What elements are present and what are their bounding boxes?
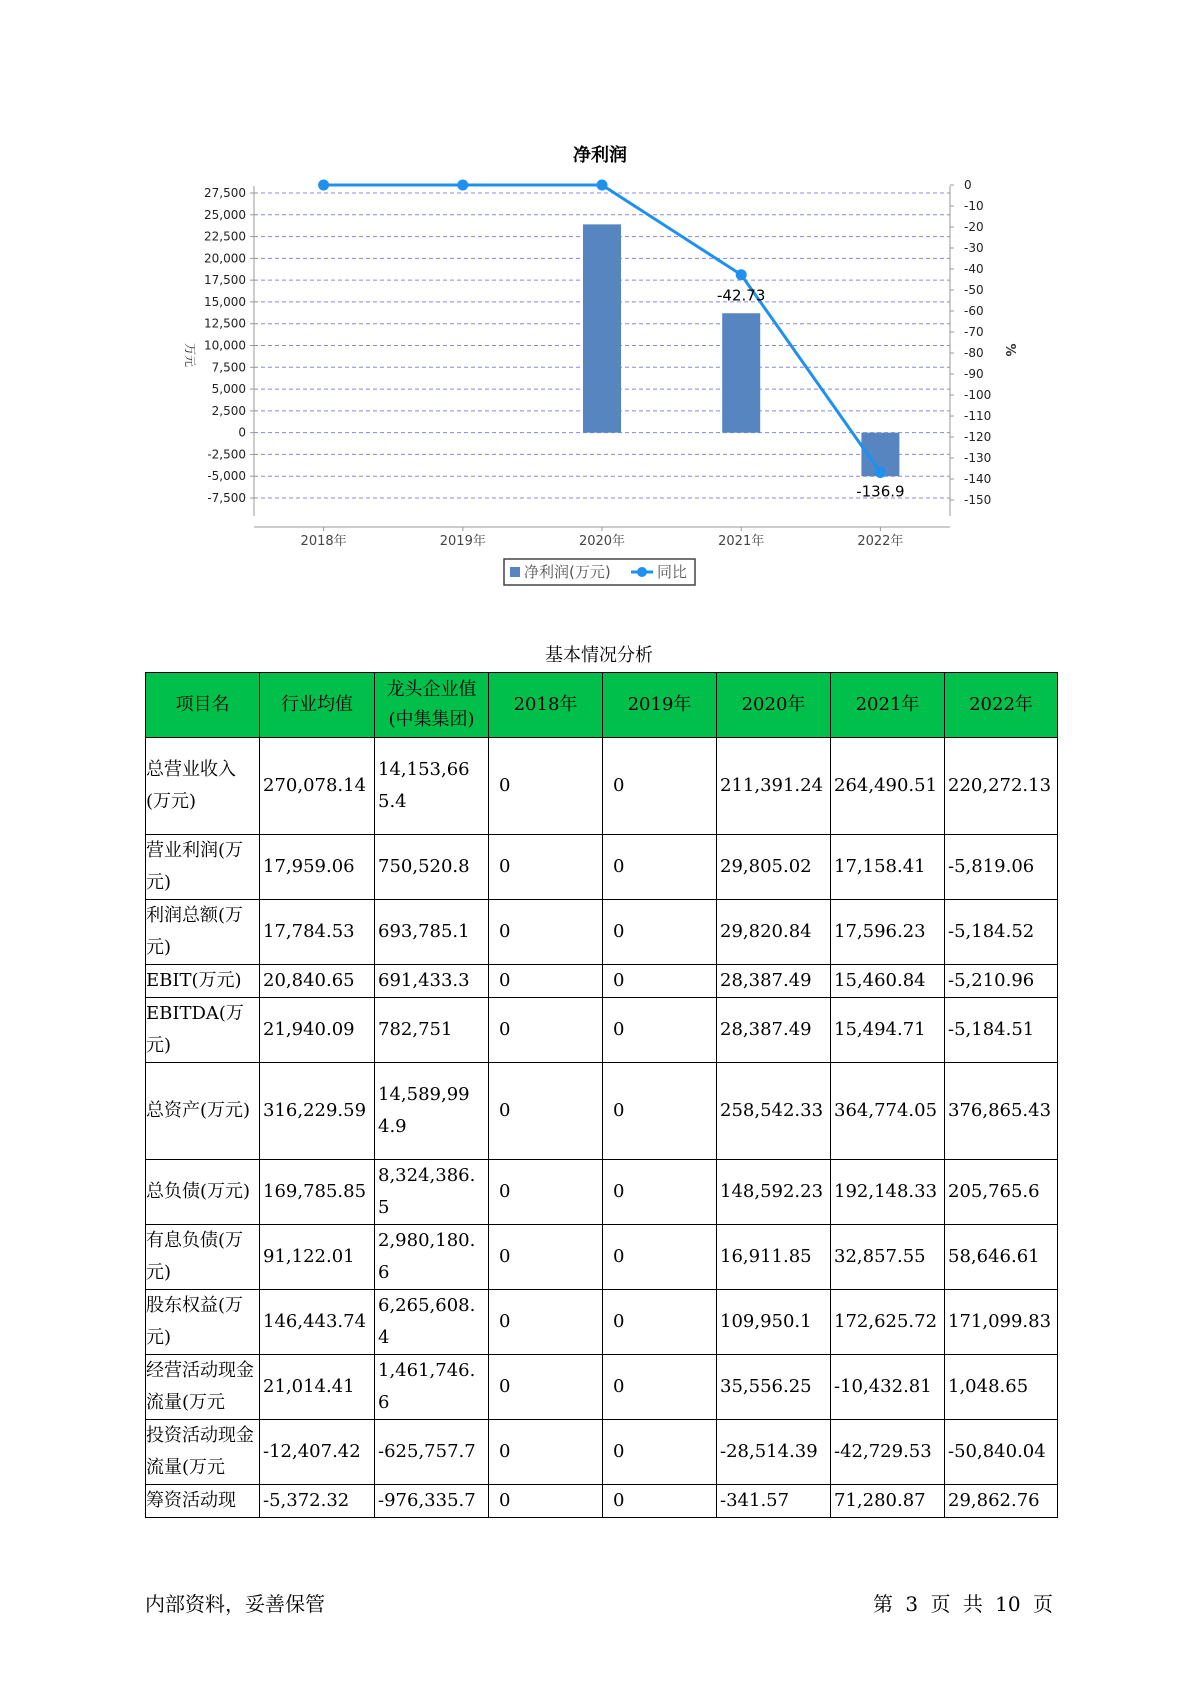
y2-tick-label: -80 [964, 346, 984, 360]
table-cell: 0 [489, 835, 603, 900]
table-cell: 205,765.6 [945, 1160, 1058, 1225]
y2-tick-label: -50 [964, 283, 984, 297]
legend-bar-label: 净利润(万元) [524, 563, 611, 581]
table-cell: 169,785.85 [260, 1160, 375, 1225]
chart-title: 净利润 [573, 145, 627, 166]
table-row [146, 1355, 1058, 1420]
net-profit-bar [583, 224, 621, 432]
table-cell: -5,184.51 [945, 998, 1058, 1063]
legend-line-label: 同比 [657, 563, 688, 581]
y-tick-label: 15,000 [204, 294, 246, 309]
table-cell: 691,433.3 [375, 965, 489, 998]
row-label: 总负债(万元) [146, 1160, 260, 1225]
table-row [146, 1225, 1058, 1290]
net-profit-chart [0, 0, 1191, 600]
y-tick-label: 7,500 [211, 360, 246, 375]
table-cell: 0 [489, 1225, 603, 1290]
x-tick-label: 2020年 [578, 534, 626, 549]
table-cell: -5,819.06 [945, 835, 1058, 900]
table-cell: 192,148.33 [831, 1160, 945, 1225]
table-cell: 146,443.74 [260, 1290, 375, 1355]
table-cell: 58,646.61 [945, 1225, 1058, 1290]
header-cell: 2020年 [717, 673, 831, 738]
table-cell: 0 [603, 998, 717, 1063]
table-cell: 0 [603, 965, 717, 998]
y2-tick-label: -40 [964, 262, 984, 276]
table-cell: -5,210.96 [945, 965, 1058, 998]
row-label: 经营活动现金流量(万元 [146, 1355, 260, 1420]
table-cell: 6,265,608.4 [375, 1290, 489, 1355]
table-row [146, 1420, 1058, 1485]
table-cell: 0 [603, 1160, 717, 1225]
table-row [146, 1160, 1058, 1225]
table-cell: 1,048.65 [945, 1355, 1058, 1420]
y-axis-label: 万元 [183, 342, 197, 368]
table-cell: 8,324,386.5 [375, 1160, 489, 1225]
header-cell: 行业均值 [260, 673, 375, 738]
row-label: 有息负债(万元) [146, 1225, 260, 1290]
table-cell: 17,959.06 [260, 835, 375, 900]
yoy-point [875, 467, 886, 478]
y2-tick-label: -90 [964, 367, 984, 381]
y2-tick-label: -100 [964, 388, 992, 402]
table-row [146, 835, 1058, 900]
table-cell: 172,625.72 [831, 1290, 945, 1355]
table-cell: -341.57 [717, 1485, 831, 1518]
table-cell: -5,184.52 [945, 900, 1058, 965]
table-cell: 21,014.41 [260, 1355, 375, 1420]
y2-axis-label: % [1002, 343, 1017, 357]
y2-tick-label: -60 [964, 304, 984, 318]
table-cell: 16,911.85 [717, 1225, 831, 1290]
table-cell: 316,229.59 [260, 1063, 375, 1160]
table-row [146, 738, 1058, 835]
table-cell: 270,078.14 [260, 738, 375, 835]
table-cell: 0 [603, 1063, 717, 1160]
table-cell: 28,387.49 [717, 998, 831, 1063]
table-cell: 32,857.55 [831, 1225, 945, 1290]
y2-tick-label: -70 [964, 325, 984, 339]
table-cell: 0 [603, 900, 717, 965]
table-cell: 0 [489, 1485, 603, 1518]
table-cell: 0 [603, 1420, 717, 1485]
yoy-label-2022: -136.9 [856, 482, 905, 501]
footer-confidential-note: 内部资料，妥善保管 [145, 1592, 325, 1616]
table-cell: 750,520.8 [375, 835, 489, 900]
table-cell: 376,865.43 [945, 1063, 1058, 1160]
table-row [146, 1290, 1058, 1355]
table-cell: 29,862.76 [945, 1485, 1058, 1518]
table-cell: -625,757.7 [375, 1420, 489, 1485]
y-tick-label: 22,500 [204, 229, 246, 244]
table-cell: 15,494.71 [831, 998, 945, 1063]
y2-tick-label: -120 [964, 430, 992, 444]
table-cell: 0 [603, 738, 717, 835]
table-cell: 0 [489, 1355, 603, 1420]
table-row [146, 900, 1058, 965]
table-cell: 258,542.33 [717, 1063, 831, 1160]
table-cell: 17,158.41 [831, 835, 945, 900]
table-cell: 17,784.53 [260, 900, 375, 965]
chart-legend [504, 559, 695, 585]
header-cell: 2018年 [489, 673, 603, 738]
y-tick-labels [204, 186, 254, 505]
table-cell: 148,592.23 [717, 1160, 831, 1225]
table-cell: 364,774.05 [831, 1063, 945, 1160]
table-cell: 14,589,994.9 [375, 1063, 489, 1160]
table-cell: 693,785.1 [375, 900, 489, 965]
y2-tick-label: -140 [964, 472, 992, 486]
row-label: 利润总额(万元) [146, 900, 260, 965]
table-cell: 0 [489, 1063, 603, 1160]
row-label: EBIT(万元) [146, 965, 260, 998]
y2-tick-label: -10 [964, 199, 984, 213]
y-tick-label: 27,500 [204, 186, 246, 200]
header-cell: 2019年 [603, 673, 717, 738]
table-cell: 0 [603, 1225, 717, 1290]
footer-page-number: 第 3 页 共 10 页 [873, 1592, 1053, 1616]
x-tick-label: 2019年 [439, 534, 486, 549]
header-cell: 项目名 [146, 673, 260, 738]
yoy-point [597, 180, 608, 191]
y2-tick-label: -130 [964, 451, 992, 465]
y-tick-label: 25,000 [204, 207, 246, 222]
table-cell: -10,432.81 [831, 1355, 945, 1420]
row-label: 营业利润(万元) [146, 835, 260, 900]
row-label: 筹资活动现 [146, 1485, 260, 1518]
y-tick-label: 20,000 [204, 251, 246, 266]
x-tick-labels [301, 527, 904, 549]
y-tick-label: 17,500 [204, 273, 246, 288]
table-header-row [146, 673, 1058, 738]
table-caption: 基本情况分析 [545, 645, 653, 666]
yoy-label-2021: -42.73 [717, 286, 766, 305]
row-label: EBITDA(万元) [146, 998, 260, 1063]
x-tick-label: 2021年 [718, 534, 765, 549]
x-tick-label: 2022年 [857, 534, 904, 549]
basic-analysis-table [145, 672, 1058, 1518]
table-cell: -5,372.32 [260, 1485, 375, 1518]
yoy-point [457, 180, 468, 191]
table-cell: 14,153,665.4 [375, 738, 489, 835]
yoy-point [736, 269, 747, 280]
y-tick-label: 2,500 [211, 403, 246, 418]
table-cell: 20,840.65 [260, 965, 375, 998]
y-tick-label: -2,500 [207, 447, 246, 462]
table-cell: 211,391.24 [717, 738, 831, 835]
table-cell: 0 [489, 1420, 603, 1485]
table-row [146, 1063, 1058, 1160]
table-cell: 2,980,180.6 [375, 1225, 489, 1290]
legend-line-marker [637, 567, 647, 577]
table-cell: -50,840.04 [945, 1420, 1058, 1485]
table-cell: 0 [603, 835, 717, 900]
header-cell: 龙头企业值(中集集团) [375, 673, 489, 738]
table-cell: 109,950.1 [717, 1290, 831, 1355]
y-tick-label: 10,000 [204, 338, 246, 353]
table-cell: -976,335.7 [375, 1485, 489, 1518]
table-cell: 35,556.25 [717, 1355, 831, 1420]
table-cell: 91,122.01 [260, 1225, 375, 1290]
table-cell: 782,751 [375, 998, 489, 1063]
table-cell: 0 [603, 1355, 717, 1420]
table-cell: 0 [489, 998, 603, 1063]
y-tick-label: 12,500 [204, 316, 246, 331]
table-row [146, 965, 1058, 998]
table-cell: 21,940.09 [260, 998, 375, 1063]
table-cell: -28,514.39 [717, 1420, 831, 1485]
y2-tick-label: -30 [964, 241, 984, 255]
table-cell: 17,596.23 [831, 900, 945, 965]
table-cell: 28,387.49 [717, 965, 831, 998]
y-tick-label: -7,500 [207, 491, 246, 505]
table-row [146, 998, 1058, 1063]
net-profit-bar [722, 313, 760, 432]
table-cell: 0 [489, 1160, 603, 1225]
table-cell: 71,280.87 [831, 1485, 945, 1518]
y-tick-label: 0 [238, 425, 246, 440]
row-label: 投资活动现金流量(万元 [146, 1420, 260, 1485]
table-cell: 1,461,746.6 [375, 1355, 489, 1420]
row-label: 总资产(万元) [146, 1063, 260, 1160]
table-row [146, 1485, 1058, 1518]
table-cell: 0 [489, 900, 603, 965]
y2-tick-label: -150 [964, 493, 992, 507]
row-label: 总营业收入(万元) [146, 738, 260, 835]
table-cell: 15,460.84 [831, 965, 945, 998]
table-cell: 220,272.13 [945, 738, 1058, 835]
header-cell: 2022年 [945, 673, 1058, 738]
y2-tick-labels [950, 178, 991, 507]
table-cell: -42,729.53 [831, 1420, 945, 1485]
yoy-point [318, 180, 329, 191]
table-cell: -12,407.42 [260, 1420, 375, 1485]
bar-series [583, 224, 899, 476]
table-cell: 171,099.83 [945, 1290, 1058, 1355]
y-tick-label: -5,000 [207, 469, 246, 484]
y2-tick-label: -20 [964, 220, 984, 234]
header-cell: 2021年 [831, 673, 945, 738]
y2-tick-label: -110 [964, 409, 992, 423]
row-label: 股东权益(万元) [146, 1290, 260, 1355]
table-cell: 0 [489, 738, 603, 835]
y2-tick-label: 0 [964, 178, 972, 192]
table-cell: 29,805.02 [717, 835, 831, 900]
table-cell: 0 [603, 1485, 717, 1518]
x-tick-label: 2018年 [300, 534, 347, 549]
legend-bar-swatch [510, 567, 520, 577]
table-cell: 0 [489, 965, 603, 998]
table-cell: 0 [603, 1290, 717, 1355]
table-cell: 264,490.51 [831, 738, 945, 835]
y-tick-label: 5,000 [211, 382, 246, 397]
table-cell: 0 [489, 1290, 603, 1355]
table-cell: 29,820.84 [717, 900, 831, 965]
